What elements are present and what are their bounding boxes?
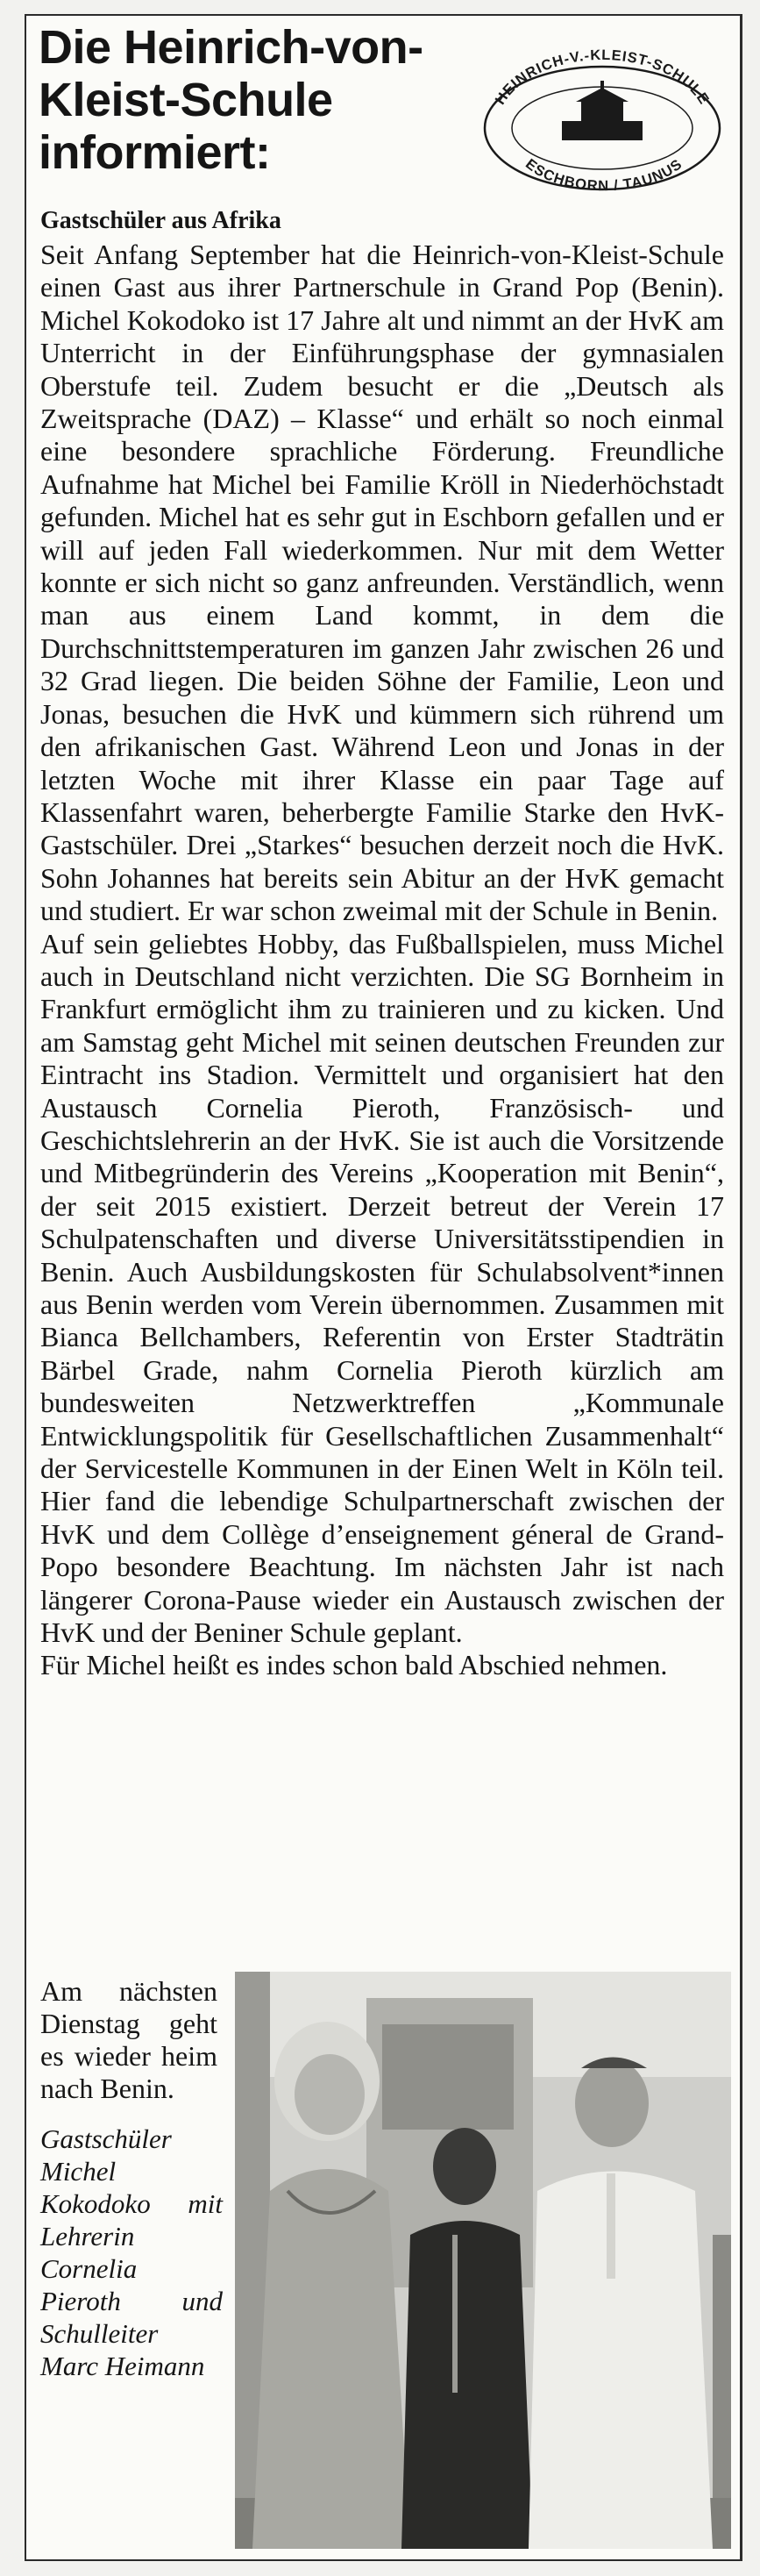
- seal-top-text: HEINRICH-V.-KLEIST-SCHULE: [492, 47, 713, 108]
- article-body: [40, 239, 724, 1682]
- photo-caption: Gastschüler Michel Kokodoko mit Lehrerin Cornelia Pieroth und Schulleiter Marc Heimann: [40, 2123, 223, 2381]
- final-sentence: Am nächsten Dienstag geht es wieder heim nach Benin.: [40, 1975, 217, 2104]
- paragraph-2: Auf sein geliebtes Hobby, das Fußballspielen, muss Michel auch in Deutschland nicht verzichten. Die SG Bornheim in Frankfurt ermöglicht ihm zu trainieren und zu kicken. Und am Samstag geht Michel mit seinen deutschen Freunden zur Eintracht ins Stadion. Vermittelt und organisiert hat den Austausch Cornelia Pieroth, Französisch- und Geschichtslehrerin an der HvK. Sie ist auch die Vorsitzende und Mitbegründerin des Vereins „Kooperation mit Benin“, der seit 2015 existiert. Derzeit betreut der Verein 17 Schulpatenschaften und diverse Universitätsstipendien in Benin. Auch Ausbildungskosten für Schulabsolvent*innen aus Benin werden vom Verein übernommen. Zusammen mit Bianca Bellchambers, Referentin von Erster Stadträtin Bärbel Grade, nahm Cornelia Pieroth kürzlich am bundesweiten Netzwerktreffen „Kommunale Entwicklungspolitik für Gesellschaftlichen Zusammenhalt“ der Servicestelle Kommunen in der Einen Welt in Köln teil. Hier fand die lebendige Schulpartnerschaft zwischen der HvK und dem Collège d’enseignement géneral de Grand-Popo besondere Beachtung. Im nächsten Jahr ist nach längerer Corona-Pause wieder ein Austausch zwischen der HvK und der Beniner Schule geplant.: [40, 927, 724, 1649]
- headline: Die Heinrich-von- Kleist-Schule informiert:: [39, 21, 423, 179]
- paragraph-3: Für Michel heißt es indes schon bald Abschied nehmen.: [40, 1649, 668, 1681]
- seal-bottom-text: ESCHBORN / TAUNUS: [522, 155, 685, 191]
- group-photo: [235, 1972, 731, 2549]
- paragraph-1: Seit Anfang September hat die Heinrich-von-Kleist-Schule einen Gast aus ihrer Partnerschule in Grand Pop (Benin). Michel Kokodoko ist 17 Jahre alt und nimmt an der HvK am Unterricht in der Einführungsphase der gymnasialen Oberstufe teil. Zudem besucht er die „Deutsch als Zweitsprache (DAZ) – Klasse“ und erhält so noch einmal eine besondere sprachliche Förderung. Freundliche Aufnahme hat Michel bei Familie Kröll in Niederhöchstadt gefunden. Michel hat es sehr gut in Eschborn gefallen und er will auf jeden Fall wiederkommen. Nur mit dem Wetter konnte er sich nicht so ganz anfreunden. Verständlich, wenn man aus einem Land kommt, in dem die Durchschnittstemperaturen im ganzen Jahr zwischen 26 und 32 Grad liegen. Die beiden Söhne der Familie, Leon und Jonas, besuchen die HvK und kümmern sich rührend um den afrikanischen Gast. Während Leon und Jonas in der letzten Woche mit ihrer Klasse ein paar Tage auf Klassenfahrt waren, beherbergte Familie Starke den HvK-Gastschüler. Drei „Starkes“ besuchen derzeit noch die HvK. Sohn Johannes hat bereits sein Abitur an der HvK gemacht und studiert. Er war schon zweimal mit der Schule in Benin.: [40, 239, 724, 927]
- subheading: Gastschüler aus Afrika: [40, 207, 281, 234]
- school-building-icon: [562, 81, 643, 140]
- school-seal-logo: [478, 47, 721, 191]
